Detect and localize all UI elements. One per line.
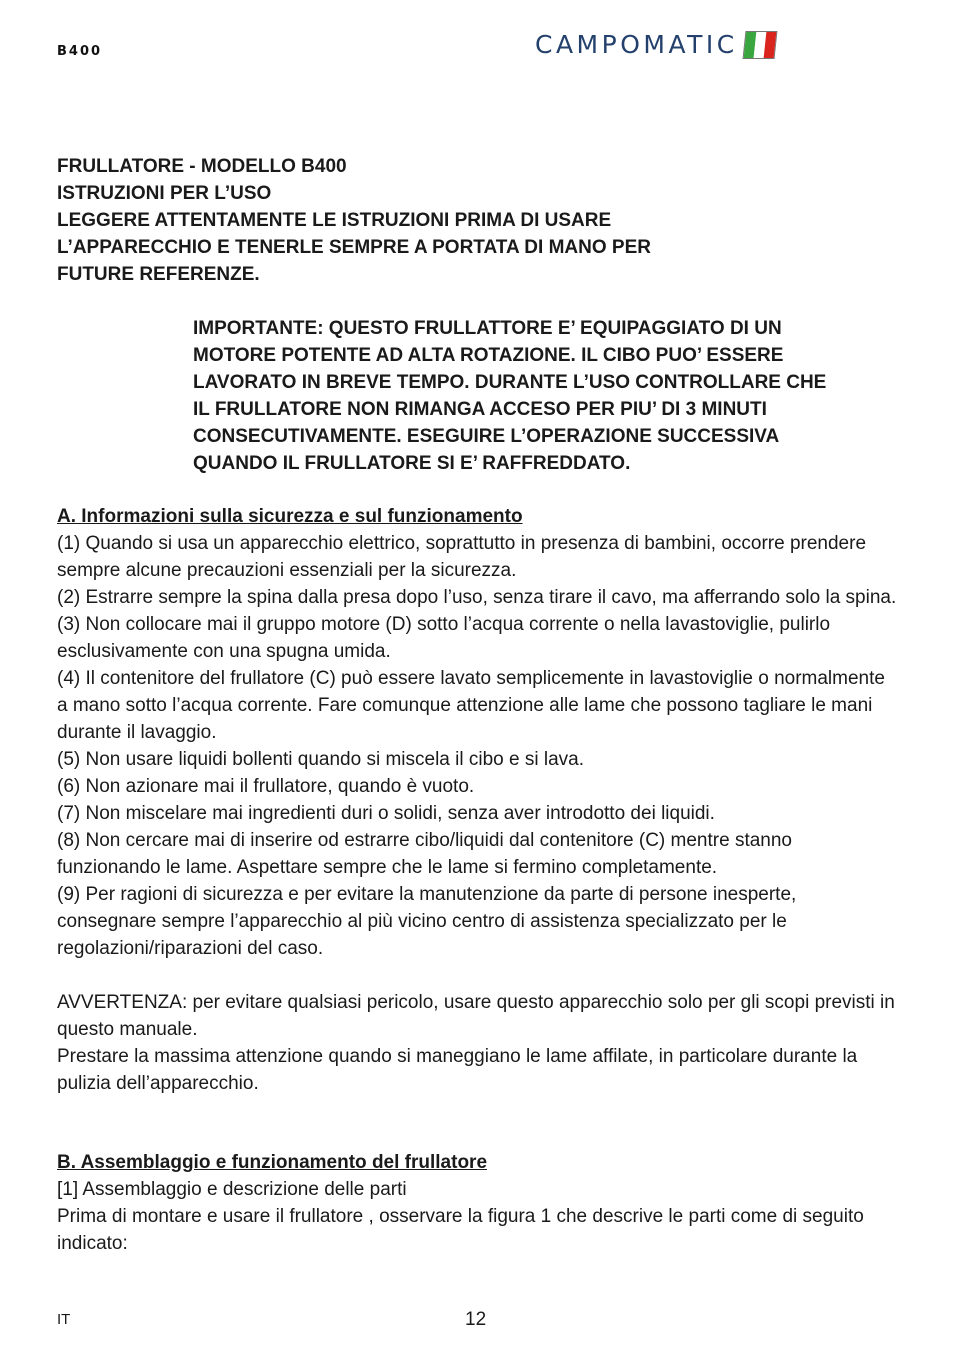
important-line: CONSECUTIVAMENTE. ESEGUIRE L’OPERAZIONE SUCCESSIVA [193, 426, 780, 447]
important-line: LAVORATO IN BREVE TEMPO. DURANTE L’USO CONTROLLARE CHE [193, 372, 827, 393]
intro-line: L’APPARECCHIO E TENERLE SEMPRE A PORTATA DI MANO PER [57, 237, 651, 258]
intro-line: LEGGERE ATTENTAMENTE LE ISTRUZIONI PRIMA DI USARE [57, 210, 612, 231]
important-line: MOTORE POTENTE AD ALTA ROTAZIONE. IL CIBO PUO’ ESSERE [193, 345, 784, 366]
safety-item: (1) Quando si usa un apparecchio elettrico, soprattutto in presenza di bambini, occorre prendere sempre alcune precauzioni essenziali per la sicurezza. [57, 533, 867, 581]
section-a-heading: A. Informazioni sulla sicurezza e sul funzionamento [57, 506, 523, 527]
brand-logo [535, 30, 776, 60]
section-b-subheading: [1] Assemblaggio e descrizione delle parti [57, 1179, 407, 1200]
flag-stripe-red [763, 32, 776, 58]
footer-language: IT [57, 1311, 71, 1328]
safety-item: (4) Il contenitore del frullatore (C) può essere lavato semplicemente in lavastoviglie o normalmente a mano sotto l’acqua corrente. Fare comunque attenzione alle lame che possono tagliare le mani durante il lavaggio. [57, 668, 885, 743]
intro-line: FUTURE REFERENZE. [57, 264, 260, 285]
spacer [57, 962, 897, 989]
safety-item: (8) Non cercare mai di inserire od estrarre cibo/liquidi dal contenitore (C) mentre stanno funzionando le lame. Aspettare sempre che le lame si fermino completamente. [57, 830, 792, 878]
safety-item: (6) Non azionare mai il frullatore, quando è vuoto. [57, 776, 475, 797]
intro-subtitle: ISTRUZIONI PER L’USO [57, 183, 272, 204]
section-b-heading: B. Assemblaggio e funzionamento del frullatore [57, 1152, 488, 1173]
caution-text: Prestare la massima attenzione quando si maneggiano le lame affilate, in particolare durante la pulizia dell’apparecchio. [57, 1046, 858, 1094]
section-b-text: Prima di montare e usare il frullatore , osservare la figura 1 che descrive le parti come di seguito indicato: [57, 1206, 864, 1254]
section-b [57, 1149, 897, 1257]
model-code: B400 [57, 44, 103, 59]
safety-item: (3) Non collocare mai il gruppo motore (D) sotto l’acqua corrente o nella lavastoviglie, pulirlo esclusivamente con una spugna umida. [57, 614, 831, 662]
page-number: 12 [465, 1309, 487, 1330]
intro-title: FRULLATORE - MODELLO B400 [57, 156, 347, 177]
important-notice [193, 315, 833, 477]
warning-text: AVVERTENZA: per evitare qualsiasi pericolo, usare questo apparecchio solo per gli scopi previsti in questo manuale. [57, 992, 895, 1040]
safety-item: (9) Per ragioni di sicurezza e per evitare la manutenzione da parte di persone inesperte, consegnare sempre l’apparecchio al più vicino centro di assistenza specializzato per le regolazioni/riparazioni del caso. [57, 884, 797, 959]
italian-flag-icon [742, 31, 777, 59]
section-a [57, 503, 897, 1097]
important-line: QUANDO IL FRULLATORE SI E’ RAFFREDDATO. [193, 453, 631, 474]
brand-logo-text: CAMPOMATIC [535, 30, 738, 59]
safety-item: (7) Non miscelare mai ingredienti duri o solidi, senza aver introdotto dei liquidi. [57, 803, 715, 824]
intro-block [57, 153, 897, 288]
safety-item: (5) Non usare liquidi bollenti quando si miscela il cibo e si lava. [57, 749, 584, 770]
safety-item: (2) Estrarre sempre la spina dalla presa dopo l’uso, senza tirare il cavo, ma afferrando solo la spina. [57, 587, 897, 608]
important-line: IL FRULLATORE NON RIMANGA ACCESO PER PIU’ DI 3 MINUTI [193, 399, 767, 420]
important-line: IMPORTANTE: QUESTO FRULLATTORE E’ EQUIPAGGIATO DI UN [193, 318, 782, 339]
